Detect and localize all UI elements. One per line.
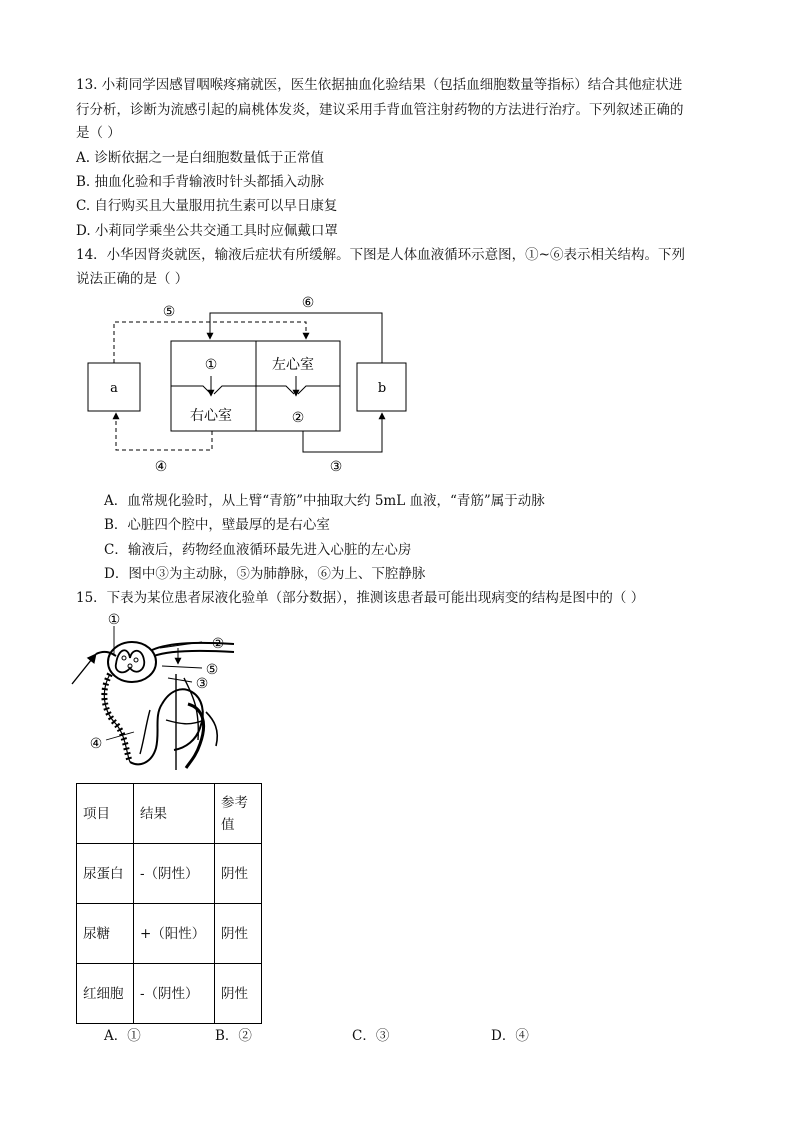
table-row (77, 844, 262, 904)
box-b-label: b (377, 381, 387, 396)
box-a-label: a (110, 381, 118, 396)
q13-stem-line2: 行分析，诊断为流感引起的扁桃体发炎，建议采用手背血管注射药物的方法进行治疗。下列叙述正确的 (76, 102, 684, 118)
q13-stem-line1: 13. 小莉同学因感冒咽喉疼痛就医，医生依据抽血化验结果（包括血细胞数量等指标）结合其他症状进 (76, 77, 683, 93)
heart-cell-1: ① (204, 357, 218, 373)
q13-option-d: D. 小莉同学乘坐公共交通工具时应佩戴口罩 (76, 223, 338, 239)
table-header-reference: 参考值 (215, 784, 262, 844)
nephron-label-2: ② (211, 636, 225, 652)
q13-stem-line3: 是（ ） (76, 125, 121, 141)
heart-cell-left-ventricle: 左心室 (272, 357, 314, 373)
label-4: ④ (154, 459, 168, 475)
table-cell-item: 红细胞 (77, 964, 134, 1024)
q15-stem: 15．下表为某位患者尿液化验单（部分数据），推测该患者最可能出现病变的结构是图中的（ ） (76, 590, 645, 606)
q14-option-a: A．血常规化验时，从上臂“青筋”中抽取大约 5mL 血液，“青筋”属于动脉 (104, 493, 545, 509)
q14-stem-line2: 说法正确的是（ ） (76, 271, 189, 287)
table-cell-reference: 阴性 (215, 964, 262, 1024)
q15-answer-b: B．② (215, 1028, 252, 1044)
label-6: ⑥ (301, 295, 315, 311)
table-cell-item: 尿糖 (77, 904, 134, 964)
heart-cell-right-ventricle: 右心室 (190, 408, 232, 424)
label-5: ⑤ (162, 304, 176, 320)
nephron-figure (70, 612, 240, 772)
table-header-result: 结果 (134, 784, 215, 844)
nephron-label-3: ③ (195, 676, 209, 692)
q14-option-b: B．心脏四个腔中，壁最厚的是右心室 (104, 517, 330, 533)
label-3: ③ (329, 459, 343, 475)
nephron-label-4: ④ (89, 736, 103, 752)
heart-cell-2: ② (291, 410, 305, 426)
q13-option-b: B. 抽血化验和手背输液时针头都插入动脉 (76, 174, 325, 190)
q14-stem-line1: 14．小华因肾炎就医，输液后症状有所缓解。下图是人体血液循环示意图，①~⑥表示相关结构。下列 (76, 247, 685, 263)
q15-answer-d: D．④ (491, 1028, 529, 1044)
q15-answer-c: C．③ (352, 1028, 390, 1044)
table-cell-result: -（阴性） (134, 964, 215, 1024)
q13-option-c: C. 自行购买且大量服用抗生素可以早日康复 (76, 198, 338, 214)
q14-option-c: C．输液后，药物经血液循环最先进入心脏的左心房 (104, 542, 412, 558)
table-cell-reference: 阴性 (215, 904, 262, 964)
table-cell-item: 尿蛋白 (77, 844, 134, 904)
circulation-diagram (0, 0, 793, 480)
table-row (77, 964, 262, 1024)
nephron-label-1: ① (107, 612, 121, 628)
table-row (77, 904, 262, 964)
table-cell-reference: 阴性 (215, 844, 262, 904)
table-cell-result: -（阴性） (134, 844, 215, 904)
table-cell-result: +（阳性） (134, 904, 215, 964)
q15-answer-a: A．① (104, 1028, 141, 1044)
urine-test-table (76, 783, 262, 1024)
q14-option-d: D．图中③为主动脉，⑤为肺静脉，⑥为上、下腔静脉 (104, 566, 426, 582)
nephron-label-5: ⑤ (205, 662, 219, 678)
q13-option-a: A. 诊断依据之一是白细胞数量低于正常值 (76, 150, 324, 166)
table-header-item: 项目 (77, 784, 134, 844)
